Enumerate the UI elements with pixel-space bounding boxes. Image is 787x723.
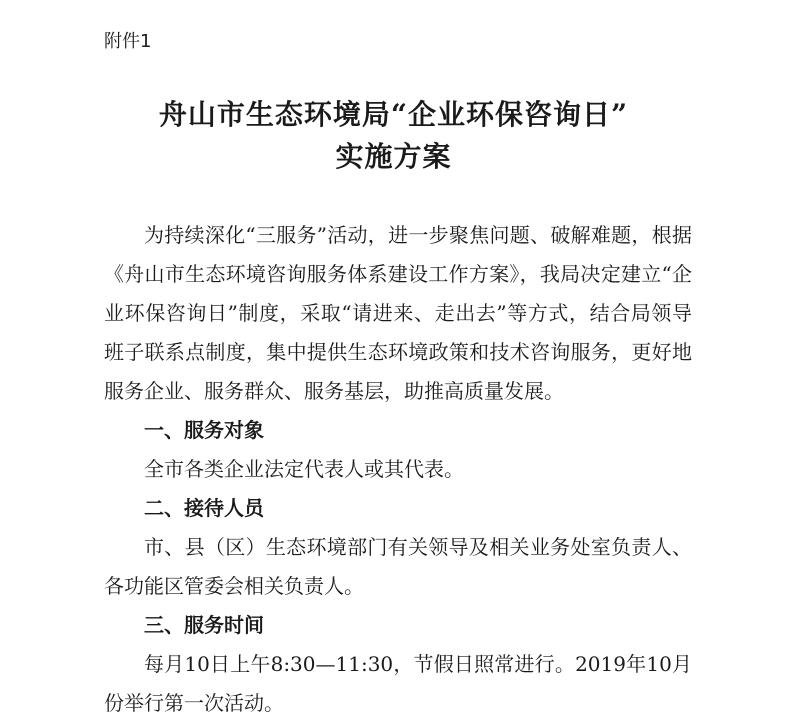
section-text-service-target: 全市各类企业法定代表人或其代表。: [144, 457, 464, 481]
section-text-reception-staff: 市、县（区）生态环境部门有关领导及相关业务处室负责人、各功能区管委会相关负责人。: [104, 535, 692, 598]
document-title-line-2: 实施方案: [335, 140, 452, 173]
section-heading-service-time: 三、服务时间: [144, 613, 264, 637]
document-body: [104, 216, 692, 723]
intro-paragraph: 为持续深化“三服务”活动，进一步聚焦问题、破解难题，根据《舟山市生态环境咨询服务体系建设工作方案》，我局决定建立“企业环保咨询日”制度，采取“请进来、走出去”等方式，结合局领导班子联系点制度，集中提供生态环境政策和技术咨询服务，更好地服务企业、服务群众、服务基层，助推高质量发展。: [104, 223, 692, 403]
section-text-service-time: 每月10日上午8:30—11:30，节假日照常进行。2019年10月份举行第一次活动。: [104, 652, 692, 715]
attachment-label: 附件1: [104, 31, 152, 52]
section-heading-service-target: 一、服务对象: [144, 418, 264, 442]
section-heading-reception-staff: 二、接待人员: [144, 496, 264, 520]
document-title-line-1: 舟山市生态环境局“企业环保咨询日”: [158, 98, 629, 131]
